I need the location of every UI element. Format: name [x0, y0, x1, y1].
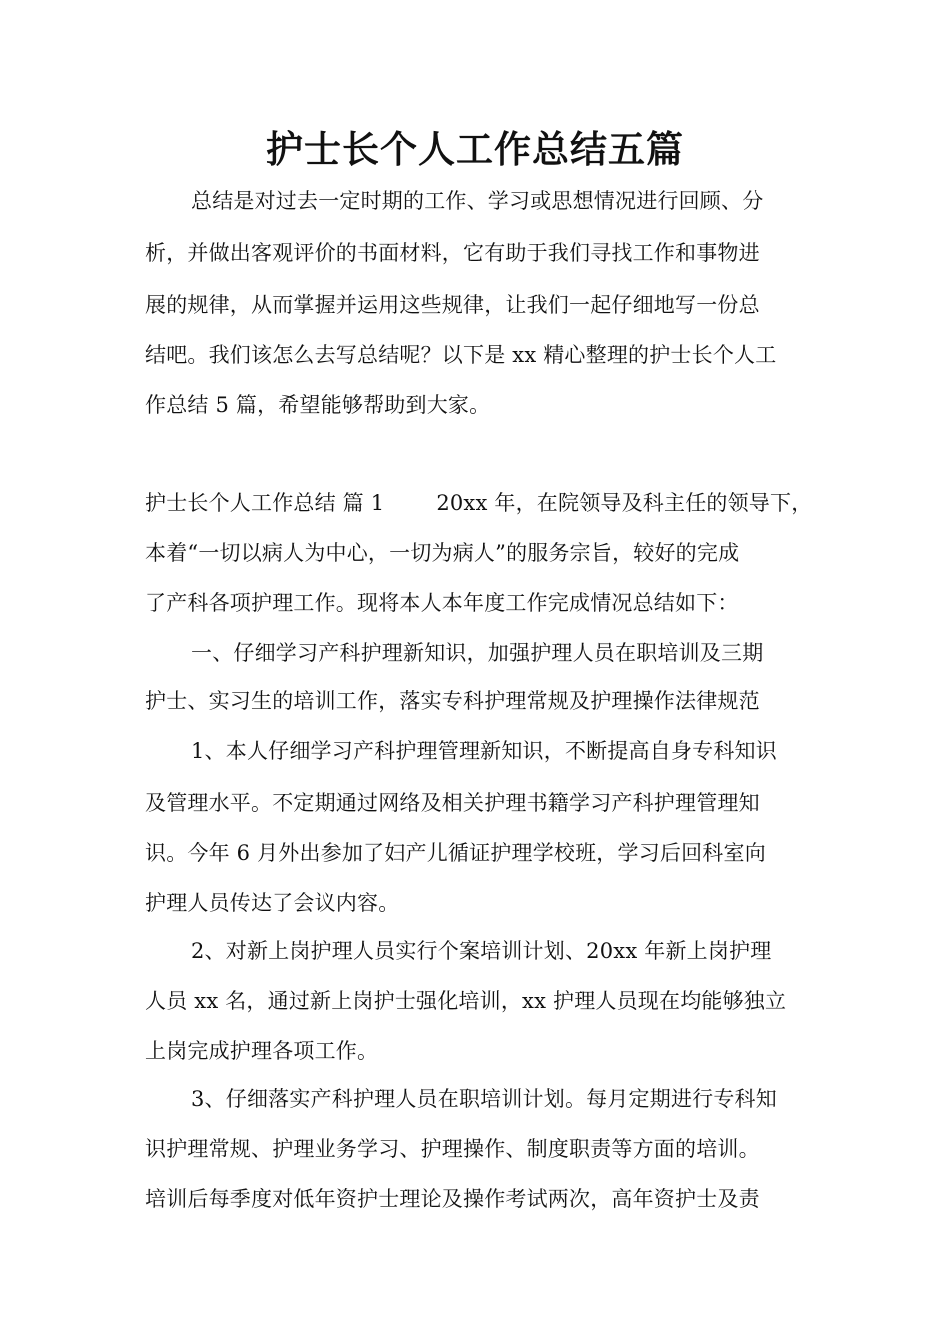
part-1-line-2: 护士、实习生的培训工作，落实专科护理常规及护理操作法律规范 [145, 689, 760, 713]
item-2-line-2: 人员 xx 名，通过新上岗护士强化培训，xx 护理人员现在均能够独立 [145, 989, 787, 1013]
item-3-line-3: 培训后每季度对低年资护士理论及操作考试两次，高年资护士及责 [145, 1187, 760, 1211]
intro-line-4: 结吧。我们该怎么去写总结呢？以下是 xx 精心整理的护士长个人工 [145, 343, 777, 367]
part-1-line-1: 一、仔细学习产科护理新知识，加强护理人员在职培训及三期 [191, 641, 764, 665]
item-2-line-3: 上岗完成护理各项工作。 [145, 1039, 379, 1063]
item-1-line-4: 护理人员传达了会议内容。 [145, 891, 400, 915]
section-1-first-line [145, 488, 825, 518]
intro-line-1: 总结是对过去一定时期的工作、学习或思想情况进行回顾、分 [191, 189, 764, 213]
item-1-line-3: 识。今年 6 月外出参加了妇产儿循证护理学校班，学习后回科室向 [145, 841, 766, 865]
item-3-line-1: 3、仔细落实产科护理人员在职培训计划。每月定期进行专科知 [191, 1087, 777, 1111]
document-title: 护士长个人工作总结五篇 [266, 128, 684, 171]
item-1-line-1: 1、本人仔细学习产科护理管理新知识，不断提高自身专科知识 [191, 739, 777, 763]
item-3-line-2: 识护理常规、护理业务学习、护理操作、制度职责等方面的培训。 [145, 1137, 760, 1161]
section-1-line-3: 了产科各项护理工作。现将本人本年度工作完成情况总结如下： [145, 591, 739, 615]
intro-line-2: 析，并做出客观评价的书面材料，它有助于我们寻找工作和事物进 [145, 241, 760, 265]
item-2-line-1: 2、对新上岗护理人员实行个案培训计划、20xx 年新上岗护理 [191, 939, 772, 963]
section-1-lead: 20xx 年，在院领导及科主任的领导下， [436, 491, 813, 515]
intro-line-5: 作总结 5 篇，希望能够帮助到大家。 [145, 393, 491, 417]
intro-line-3: 展的规律，从而掌握并运用这些规律，让我们一起仔细地写一份总 [145, 293, 760, 317]
section-1-heading: 护士长个人工作总结 篇 1 [145, 491, 385, 515]
item-1-line-2: 及管理水平。不定期通过网络及相关护理书籍学习产科护理管理知 [145, 791, 760, 815]
section-1-line-2: 本着“一切以病人为中心，一切为病人”的服务宗旨，较好的完成 [145, 541, 740, 565]
